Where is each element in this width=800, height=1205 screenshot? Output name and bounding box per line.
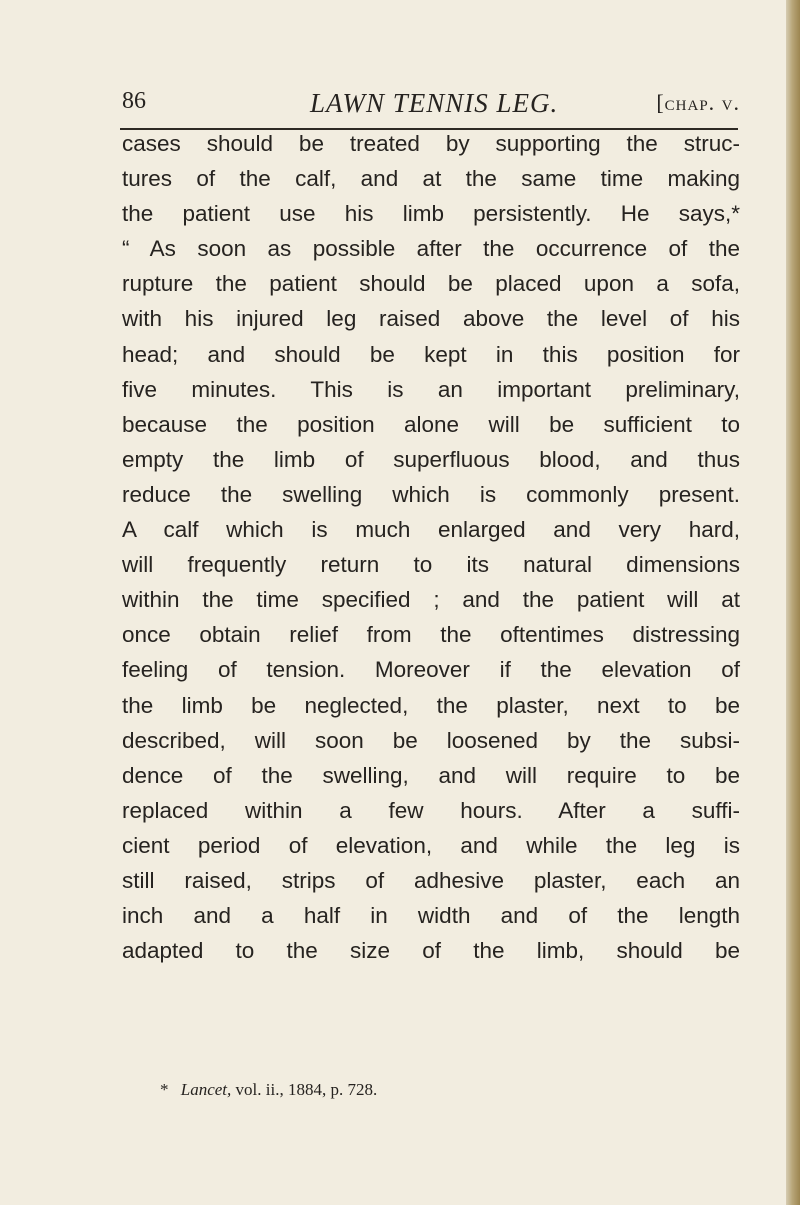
text-line: rupture the patient should be placed upon a sofa, xyxy=(122,271,740,297)
text-line: adapted to the size of the limb, should be xyxy=(122,938,740,964)
text-line: tures of the calf, and at the same time making xyxy=(122,166,740,192)
page-edge xyxy=(786,0,800,1205)
text-line: once obtain relief from the oftentimes distressing xyxy=(122,622,740,648)
text-line: still raised, strips of adhesive plaster, each an xyxy=(122,867,740,893)
text-line: replaced within a few hours. After a suffi- xyxy=(122,797,740,823)
text-line: the limb be neglected, the plaster, next to be xyxy=(122,692,740,718)
text-line: cases should be treated by supporting the struc- xyxy=(122,131,740,156)
text-line: described, will soon be loosened by the subsi- xyxy=(122,727,740,753)
text-line: cient period of elevation, and while the leg is xyxy=(122,832,740,858)
footnote-source-title: Lancet, xyxy=(180,1080,232,1099)
text-line: dence of the swelling, and will require to be xyxy=(122,762,740,788)
text-line: with his injured leg raised above the level of his xyxy=(122,306,740,332)
text-line: reduce the swelling which is commonly present. xyxy=(122,481,740,507)
text-line: will frequently return to its natural dimensions xyxy=(122,552,740,578)
chapter-reference: [chap. v. xyxy=(656,90,740,115)
page-number: 86 xyxy=(122,88,146,114)
text-line: A calf which is much enlarged and very hard, xyxy=(122,517,740,543)
text-line: within the time specified ; and the patient will at xyxy=(122,587,740,613)
footnote xyxy=(160,1080,377,1100)
text-line: the patient use his limb persistently. He says,* xyxy=(122,201,740,227)
footnote-marker: * xyxy=(160,1080,169,1099)
text-line: “ As soon as possible after the occurrence of the xyxy=(122,236,740,262)
text-line: feeling of tension. Moreover if the elevation of xyxy=(122,657,740,683)
text-line: because the position alone will be sufficient to xyxy=(122,411,740,437)
running-header xyxy=(122,88,740,122)
text-line: inch and a half in width and of the length xyxy=(122,903,740,929)
text-line: empty the limb of superfluous blood, and thus xyxy=(122,446,740,472)
text-line: five minutes. This is an important preliminary, xyxy=(122,376,740,402)
text-line: head; and should be kept in this position for xyxy=(122,341,740,367)
body-text xyxy=(122,126,740,968)
footnote-citation: vol. ii., 1884, p. 728. xyxy=(235,1080,378,1099)
running-title: LAWN TENNIS LEG. xyxy=(310,88,559,118)
